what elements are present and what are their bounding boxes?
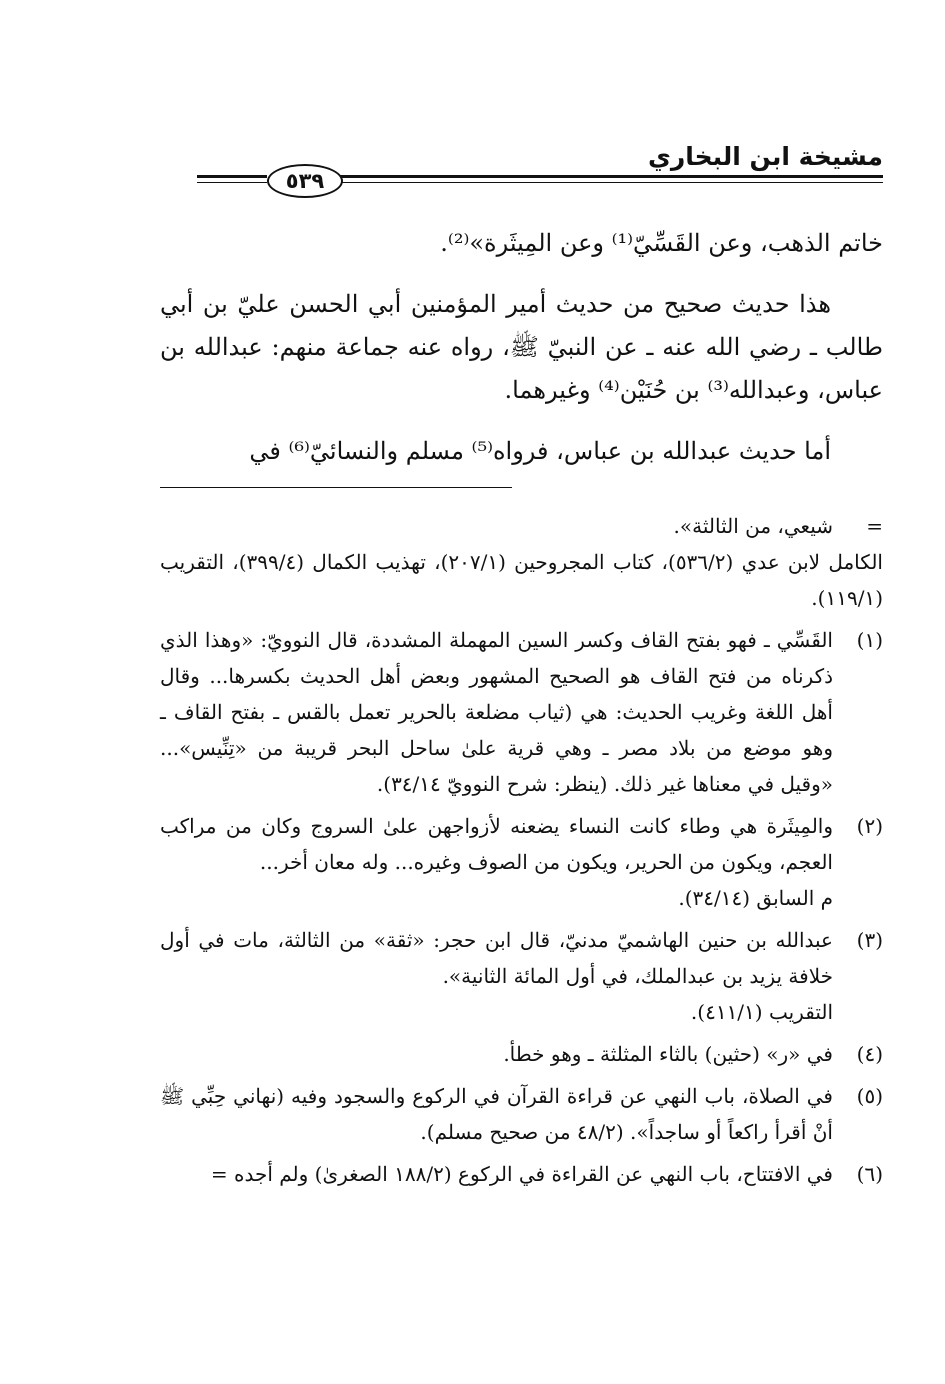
continuation-mark: = — [866, 514, 883, 538]
footnote-number: (٣) — [856, 928, 883, 952]
main-text — [160, 222, 883, 473]
footnotes — [160, 508, 883, 1192]
footnote-text: والمِيثَرة هي وطاء كانت النساء يضعنه لأزواجهن علىٰ السروج وكان من مراكب العجم، ويكون من الحرير، ويكون من الصوف وغيره... وله معان أخر... — [160, 814, 834, 874]
paragraph-2: هذا حديث صحيح من حديث أمير المؤمنين أبي الحسن عليّ بن أبي طالب ـ رضي الله عنه ـ عن النبيّ ﷺ، رواه عنه جماعة منهم: عبدالله بن عباس، وعبدالله⁽³⁾ بن حُنَيْن⁽⁴⁾ وغيرهما. — [160, 290, 883, 404]
footnote-text: عبدالله بن حنين الهاشميّ مدنيّ، قال ابن حجر: «ثقة» من الثالثة، مات في أول خلافة يزيد بن عبدالملك، في أول المائة الثانية». — [160, 928, 833, 988]
footnote-reference: التقريب (٤١١/١). — [690, 1000, 833, 1024]
paragraph-3: أما حديث عبدالله بن عباس، فرواه⁽⁵⁾ مسلم والنسائيّ⁽⁶⁾ في — [249, 437, 831, 465]
footnote-6 — [160, 1156, 883, 1192]
header-rule-right — [340, 175, 883, 178]
footnote-5 — [160, 1078, 883, 1150]
book-title: مشيخة ابن البخاري — [647, 142, 883, 171]
header-rule-right-thin — [340, 182, 883, 183]
footnote-1 — [160, 622, 883, 802]
footnote-continuation — [160, 508, 883, 544]
continuation-line-2: الكامل لابن عدي (٥٣٦/٢)، كتاب المجروحين (٢٠٧/١)، تهذيب الكمال (٣٩٩/٤)، التقريب (١١٩/١). — [160, 550, 883, 610]
footnote-2 — [160, 808, 883, 916]
footnote-text: في «ر» (حثين) بالثاء المثلثة ـ وهو خطأ. — [503, 1042, 833, 1066]
footnote-4 — [160, 1036, 883, 1072]
footnote-number: (٦) — [856, 1162, 883, 1186]
paragraph-1: خاتم الذهب، وعن القَسِّيّ⁽¹⁾ وعن المِيثَرة»⁽²⁾. — [440, 229, 883, 257]
footnote-number: (٥) — [856, 1084, 883, 1108]
footnote-text: في الافتتاح، باب النهي عن القراءة في الركوع (١٨٨/٢ الصغرىٰ) ولم أجده = — [210, 1162, 833, 1186]
footnote-separator — [160, 487, 512, 488]
footnote-3 — [160, 922, 883, 1030]
footnote-number: (١) — [856, 628, 883, 652]
page-number: ٥٣٩ — [267, 164, 343, 198]
footnote-number: (٤) — [856, 1042, 883, 1066]
header-rule-left-thin — [197, 182, 267, 183]
footnote-text: القَسِّي ـ فهو بفتح القاف وكسر السين المهملة المشددة، قال النوويّ: «وهذا الذي ذكرناه من فتح القاف هو الصحيح المشهور وبعض أهل الحديث بكسرها... وقال أهل اللغة وغريب الحديث: هي (ثياب مضلعة بالحرير تعمل بالقس ـ بفتح القاف ـ وهو موضع من بلاد مصر ـ وهي قرية علىٰ ساحل البحر قريبة من «تِنِّيس»... «وقيل في معناها غير ذلك. (ينظر: شرح النوويّ ٣٤/١٤). — [160, 628, 833, 796]
footnote-reference: م السابق (٣٤/١٤). — [678, 886, 833, 910]
header-rule-left — [197, 175, 267, 178]
footnote-number: (٢) — [856, 814, 883, 838]
continuation-line-1: شيعي، من الثالثة». — [673, 514, 833, 538]
footnote-text: في الصلاة، باب النهي عن قراءة القرآن في الركوع والسجود وفيه (نهاني حِبِّي ﷺ أنْ أقرأ راكعاً أو ساجداً». (٤٨/٢ من صحيح مسلم). — [160, 1084, 833, 1144]
